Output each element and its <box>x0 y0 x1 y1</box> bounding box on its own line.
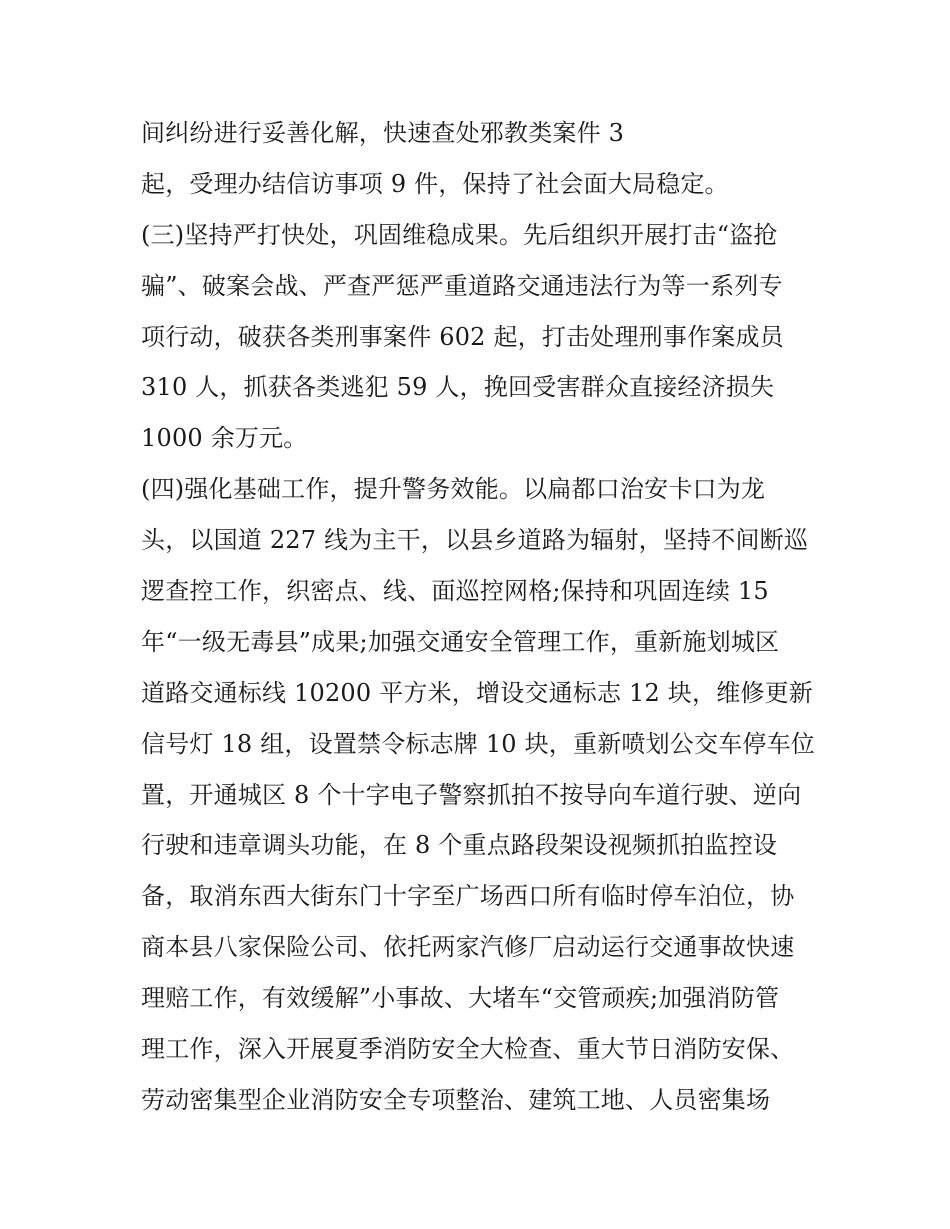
text-line: 逻查控工作，织密点、线、面巡控网格;保持和巩固连续 15 <box>141 577 769 606</box>
text-line: 骗”、破案会战、严查严惩严重道路交通违法行为等一系列专 <box>141 271 783 300</box>
text-line: (四)强化基础工作，提升警务效能。以扁都口治安卡口为龙 <box>141 475 766 504</box>
text-line: 头，以国道 227 线为主干，以县乡道路为辐射，坚持不间断巡 <box>141 526 809 555</box>
text-line: 置，开通城区 8 个十字电子警察抓拍不按导向车道行驶、逆向 <box>141 780 802 809</box>
text-line: (三)坚持严打快处，巩固维稳成果。先后组织开展打击“盗抢 <box>141 220 778 249</box>
text-line: 备，取消东西大街东门十字至广场西口所有临时停车泊位，协 <box>141 882 795 911</box>
text-line: 310 人，抓获各类逃犯 59 人，挽回受害群众直接经济损失 <box>141 373 775 402</box>
text-line: 间纠纷进行妥善化解，快速查处邪教类案件 3 <box>141 119 625 147</box>
text-line: 理工作，深入开展夏季消防安全大检查、重大节日消防安保、 <box>141 1035 795 1064</box>
text-line: 起，受理办结信访事项 9 件，保持了社会面大局稳定。 <box>141 169 729 198</box>
text-line: 项行动，破获各类刑事案件 602 起，打击处理刑事作案成员 <box>141 322 784 351</box>
text-line: 理赔工作，有效缓解”小事故、大堵车“交管顽疾;加强消防管 <box>141 984 780 1013</box>
text-line: 信号灯 18 组，设置禁令标志牌 10 块，重新喷划公交车停车位 <box>141 729 815 758</box>
text-line: 劳动密集型企业消防安全专项整治、建筑工地、人员密集场 <box>141 1085 771 1114</box>
body-text <box>141 108 831 1126</box>
text-line: 商本县八家保险公司、依托两家汽修厂启动运行交通事故快速 <box>141 933 795 962</box>
text-line: 1000 余万元。 <box>141 424 308 453</box>
text-line: 行驶和违章调头功能，在 8 个重点路段架设视频抓拍监控设 <box>141 831 778 860</box>
text-line: 道路交通标线 10200 平方米，增设交通标志 12 块，维修更新 <box>141 678 814 707</box>
text-line: 年“一级无毒县”成果;加强交通安全管理工作，重新施划城区 <box>141 627 780 656</box>
